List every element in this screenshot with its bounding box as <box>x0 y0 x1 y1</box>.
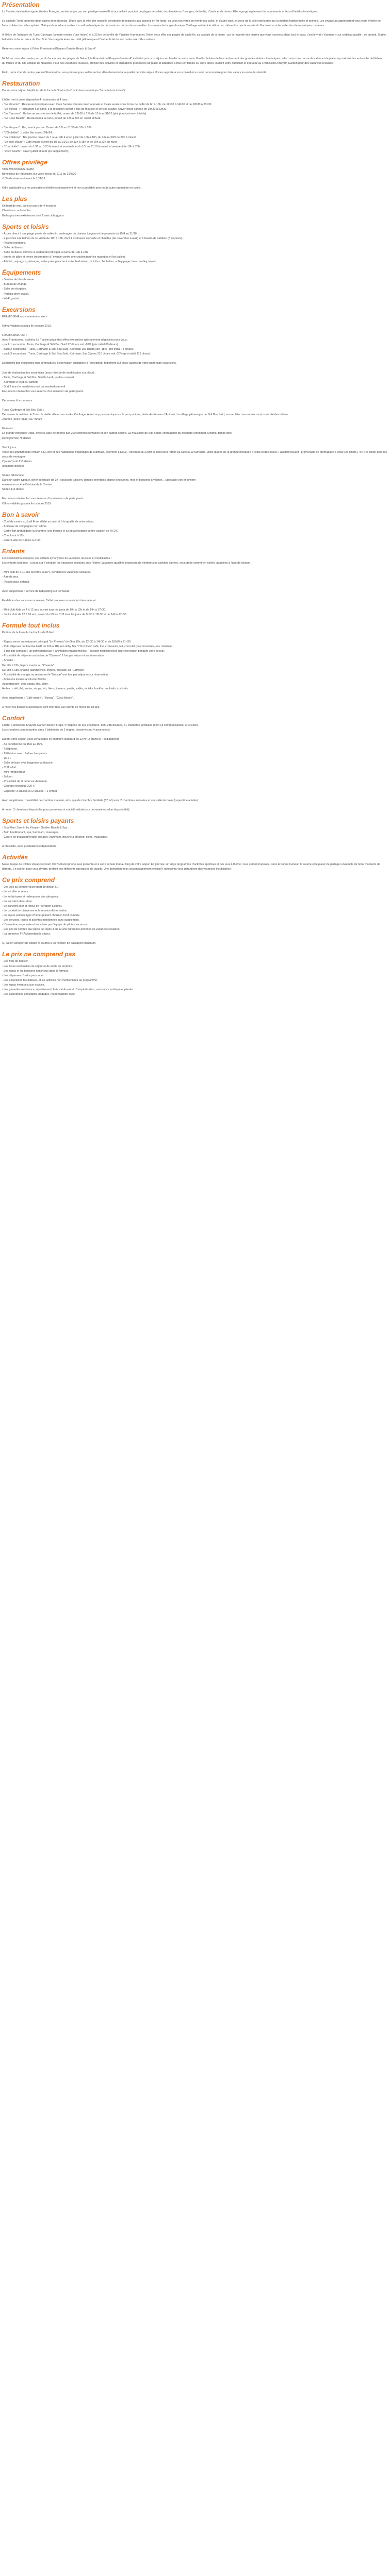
page-content <box>0 1 391 997</box>
section-title-confort: Confort <box>2 715 25 722</box>
section-title-bonasavoir: Bon à savoir <box>2 511 40 518</box>
section-paragraph-presentation: Niché au cœur d'un vaste parc jardin face à une des plages de Nabeul, le Framissima Khayam Garden 4* est idéal pour vos séjours en famille ou entre amis. Profitez le bien de l'encombrement des grandes stations touristiques, offrez-vous une pause de calme et de plaisir à proximité du centre-ville de Nabeul, du Musée et du site antique de Néapolis. Pour des vacances réussies, profitez des activités et animations proposées sur place et adaptées à tous (en famille ou entre amis), oubliez votre quotidien et épousez au Framissima Khayam Garden pour des vacances réussies ! <box>2 57 383 65</box>
section-paragraph-excursions: FRAMISSIMA Tour : Avec Framissima, explorez La Tunisie grâce des offres exclusives spécialement négociées pour vous : - pack 1 excursion : Tunis, Carthage & Sidi Bou Saïd 97 dinars soit -10% (prix initial 60 dinars). - pack 2 excursions : Tunis, Carthage & Sidi Bou Saïd, Kairouan 156 dinars soit -15% (prix initial 78 dinars). - pack 3 excursions : Tunis, Carthage & Sidi Bou Saïd, Kairouan, Sud 2 jours 210 dinars soit -20% (prix initial 119 dinars). <box>2 333 152 356</box>
section-title-excursions: Excursions <box>2 306 36 313</box>
section-paragraph-restauration: - "Le Khayam" : Bar, snack piscine. Ouvert de 1/5 au 31/10 de 10h à 18h. - "L'Orchidée" : Lobby Bar ouvert 24h/24. - "La Rotatrice" : Bar piscine ouvert du 1 /4 au 31/ 4 et en juillet de 10h à 18h, du 1/6 au 30/9 de 20h à minuit. - "Le café Maure" : Café maure ouvert du 1/5 au 31/10 de 13h à 15h et de 20h à 23h en hiver. - "L'orchidée" : ouvert du 1/11 au 31/3 le mardi et vendredi, et du 1/5 au 31/10 le mardi et vendredi de 18h à 20h. - "Coco beach" : ouvert juillet et août (en supplément). <box>2 126 141 153</box>
section-paragraph-confort: À noter : 2 chambres disponibles pour personnes à mobilité réduite (sur demande et selon disponibilité). <box>2 808 131 811</box>
section-paragraph-excursions: Jour de réalisation des excursions (sous réserve de modification sur place) : - Tunis, Carthage & Sidi Bou Saïd le lundi, jeudi ou samedi - Kairouan le jeudi ou samedi - Sud 2 jours le mardi/mercredi ou vendredi/samedi Excursions réalisables sous réserve d'un minimum de participants. <box>2 371 96 393</box>
section-paragraph-presentation: Enfin, notre chef de centre, exclusif Framissima, sera présent pour veiller au bon déroulement et à la qualité de votre séjour. Il vous apportera son conseil et un suivi personnalisé pour des vacances en toute sérénité. <box>2 71 267 74</box>
section-paragraph-excursions: Kairouan : La grande mosquée Okba, avec sa salle de prières aux 200 colonnes romaines et son cadran solaire. La mausolée de Sidi Sahbi, compagnon du prophète Mohamed, Médina, temps libre. Demi journée 76 dinars <box>2 427 233 440</box>
section-paragraph-activites: Notre équipe de Pilotes Vacances Fram 100 % francophone sera présente et à votre écoute tout au long de votre séjour. En journée, un large programme d'activités sportives et des jeux à thème, vous seront proposés. Dans la bonne humeur, la sourire et le plaisir de partager ensemble de bons moments de détente. En soirée, pour vous divertir, profitez des différents spectacles de qualité. Une animation et un accompagnement exclusif Framissima vous garantiront des vacances inoubliables ! <box>2 863 380 871</box>
section-paragraph-enfants: - Mini-club Kids de 4 à 12 ans, ouvert tous les jours de 10h à 12h et de 14h à 17h30. - Junior club de 12 à 16 ans, ouvert du 1/7 au 31/8 tous les jours de 9h30 à 12h30 et de 14h à 17h30. <box>2 608 127 616</box>
section-title-offres: Offres privilège <box>2 158 47 166</box>
section-title-prixnecomprend: Le prix ne comprend pas <box>2 951 76 958</box>
section-paragraph-equipements: - Service de blanchisserie. - Bureau de change. - Salle de réception. - Parking privé gratuit. - Wi-Fi gratuit. <box>2 278 35 300</box>
section-paragraph-offres: Offre applicable sur les prestations hôtelières uniquement et non cumulable avec toute autre promotion en cours. <box>2 187 141 190</box>
section-paragraph-lesplus: En bord de mer, dans un parc de 4 hectares Chambres confortables Belles piscines extérieures dont 1 avec toboggans <box>2 205 64 217</box>
section-title-prixcomprend: Ce prix comprend <box>2 876 55 884</box>
section-paragraph-confort: Durant votre séjour, vous serez logés en chambre standard de 23 m², 2 grand lit + lit d'appoint). - Air conditionné du 15/6 au 15/9. - Téléphone. - Télévision avec chaînes françaises. - Wi-Fi. - Salle de bain avec baignoire ou douche. - Coffre-fort. - Mini-réfrigérateur. - Balcon. - Possibilité de lit bébé sur demande. - Courant électrique 220 V. - Capacité: 3 adultes ou 2 adultes + 1 enfant. <box>2 738 120 793</box>
section-paragraph-formule: Avec supplément : "Café maure", "Bonsaï", "Coco Beach". <box>2 697 74 700</box>
section-paragraph-excursions: Découvrez & excursions <box>2 399 32 402</box>
section-paragraph-presentation: Réservez votre séjour à l'hôtel Framissima Khayam Garden Beach & Spa 4*. <box>2 47 97 51</box>
section-title-equipements: Équipements <box>2 269 41 277</box>
section-paragraph-enfants: Avec supplément : service de babysitting sur demande. <box>2 589 71 593</box>
section-paragraph-prixnecomprend: - Les frais de dossier. - Les taxes éventuelles de séjour et de sortie de territoire. - Les repas et les boissons non inclus dans la formule. - Les dépenses d'ordre personnel. - Les excursions facultatives, et les activités non mentionnées au programme. - Les repas éventuels aux escales. - Les garanties assistance, rapatriement, frais médicaux et d'hospitalisation, assistance juridique et pénale. - Les assurances annulation, bagages, responsabilité civile. <box>2 960 134 996</box>
section-paragraph-offres: VOS AVANTAGES FRAM Bénéficiez de réductions sur votre séjour du 1/11 au 31/3/20 : -15% de réservant avant le 1/11/19 <box>2 167 78 181</box>
section-paragraph-excursions: Descriptifs des excursions non-contractuels. Réservation obligatoire à l'inscription, réglement sur place auprès de votre partenaire excursions. <box>2 362 177 365</box>
section-paragraph-excursions: Sud 2 jours : Visite de l'amphithéâtre romain à El Jem et des habitations troglodytes de Matmata, logement à Douz. Traversée du Chott el Jerid pour retour via Sufetla, à Kairouan : visite guidée de la grande mosquée d'Okba et des souks. Facultatif payant : promenade en dromadaire à Douz (25 dinars), 4x4 (45 dinar) pour les oasis de montagne. 2 jours/1 nuit 215 dinars (chambre double) <box>2 446 387 468</box>
section-paragraph-excursions: FRAMISSIMA vous emmène « loin » <box>2 315 47 318</box>
section-title-sports: Sports et loisirs <box>2 223 49 230</box>
section-title-activites: Activités <box>2 854 28 861</box>
section-paragraph-enfants: Les Framissima sont pour vos enfants synonymes de vacances réussies et inoubliables ! Les enfants sont rois : à jours sur 7 pendant les vacances scolaires, nos Pilotes (vacances qualifiés proposent de nombreuses activités variées, en journée comme en soirée, adaptées à l'âge de chacun. <box>2 557 251 565</box>
section-title-presentation: Présentation <box>2 1 40 8</box>
section-paragraph-bonasavoir: - Chef de centre exclusif Fram dédié au suivi et à la qualité de votre séjour. - Animaux de compagnie non admis. - Coffre-fort gratuit dans la chambre, une trousse le lui et la réception contre caution de 70 DT. - Check out à 12h. - Centre-ville de Nabeul à 2 km. <box>2 520 118 543</box>
section-paragraph-enfants: En dehors des vacances scolaires, l'hôtel propose un mini-club international : <box>2 599 97 602</box>
section-title-restauration: Restauration <box>2 79 40 87</box>
section-paragraph-restauration: Durant votre séjour, bénéficiez de la formule "tout inclus" (voir dans la rubrique "formule tout inclus"). <box>2 89 126 92</box>
section-paragraph-formule: - Repas servis au restaurant principal "Le Phoenix" de 6h à 10h, de 12h30 à 14h30 et de 18h30 à 21h30. - Petit déjeuner continental tardif de 10h à 11h au Lobby Bar "L'Orchidée" café, thé, croissants, lait, chocolat (ou concentrés, eau minérale). - 1 fois par semaine : un buffet barbecue + animations traditionnelles + boisson traditionnelles (sur réservation pendant votre séjour). - Possibilité de déjeuner au barbecue "Carosse" 1 fois par séjour et sur réservation. - Snacks : De 12h à 15h, légers snacks au "Phoenix". De 15h à 18h, snacks (sandwiches, crêpes, friscuits) au "Carrosse" - Possibilité de manger au restaurant le "Bonsaï" une fois par séjour et sur réservation. - Boissons locales à volonté 24h/24 : Au restaurant : eau, sodas, thé, bière. Au bar : café, thé, sodas, sirops, vin, bière, liqueurs, pastis, vodka, whisky, boukha, cocktails, cocktails <box>2 640 173 690</box>
section-title-lesplus: Les plus <box>2 195 27 203</box>
section-title-enfants: Enfants <box>2 548 25 555</box>
section-title-formule: Formule tout inclus <box>2 621 60 629</box>
section-paragraph-formule: A noter: les boissons alcoolisées sont interdites aux clients de moins de 18 ans. <box>2 706 100 709</box>
section-paragraph-sportsloisirs: - Spa Fleur Jasmin by Khayam Garden Beach & Spa : - Bain bouillonnant, spa, hammam, massages. - Centre de thalassothérapie (soupes, hammam, douche à affusion, soins, massages) <box>2 826 108 839</box>
section-paragraph-excursions: Offres valables jusqu'à fin octobre 2019. <box>2 324 52 328</box>
section-paragraph-presentation: La capitale Tunis présente deux cadres bien distincts. D'une part, la ville dite nouvelle constituée de maisons aux balcons en fer forgé, ou vous trouverez de nombreux cafés, et d'autre part, le coeur de la ville représenté par la médina traditionnelle et animée. Les voyageurs apprécieront vous vous éveiller de l'atmosphère de cette capitale d'Afrique du nord aux ruelles. La soif authentique de découvrir au détour de ses ruelles. Les ruines de la symphonique Carthage méritent le détour, au même titre que le musée du Bardo et sa riche collection de mosaïques romaines. <box>2 20 381 28</box>
section-title-sportsloisirs: Sports et loisirs payants <box>2 817 74 824</box>
section-paragraph-prixcomprend: (1) Selon aéroport de départ et soumis à un nombre de passagers minimum. <box>2 942 96 945</box>
section-paragraph-excursions: Soirée fabriscope : Dans un cadre typique, dîner spectacle de 3h : couscous tunisien, danses orientales, danse bédouines, rites et boissons à volonté... Spectacle son et lumière evoluant en scène l'histoire de la Tunisie. Soirée 114 dinars <box>2 474 196 492</box>
section-paragraph-sportsloisirs: A proximité, avec prestataires indépendants : <box>2 845 58 849</box>
section-paragraph-sports: - Accès direct à une plage privée de sable fin, aménagée de chaises longues et de parasols du 15/4 au 31/10. - 2 piscines à la balnéo de sa vieille de 10h à 18h, dont 1 extérieure couverte et chauffée (de novembre à avril) et 1 bassin de natation (3 piscines)... - Piscine intérieure. - Salle de fitness. - Salle de danse dérrière le restaurant principal, ouverte de 12h à 18h. - tennis de table et tennis (réservation à l'avance contre une caution pour les raquettes et les balles). - Aérobic, aquagym, pétanque, water-polo, planche à voile, badminton, tir à l'arc, fléchettes, volley-plage, beach-volley, kayak. <box>2 232 185 264</box>
section-paragraph-confort: Avec supplément : possibilité de chambre vue mer, ainsi que de chambre familiale (32 m²) avec 2 chambres séparées et une salle de bains (capacité 4 adultes). <box>2 799 199 802</box>
section-paragraph-excursions: Excursions réalisables sous réserve d'un minimum de participants. Offres valables jusqu'à fin octobre 2019. <box>2 497 84 505</box>
section-paragraph-restauration: L'hôtel met à votre disposition 4 restaurants et 4 bars : - "Le Phoenix" : Restaurant principal ouvert toute l'année. Cuisine internationale et locale servie sous forme de buffet de 6h à 10h, de 12h30 à 14h30 et de 18h30 à 21h30. - "Le Bonsai" : Restaurant à la carte, à la réception ouvert 5 fois de mousse et service à table. Ouvert toute l'année de 19h30 à 22h30. - "Le Carrosse" : Barbecue sous forme de buffet, ouvert de 12h30 à 15h de 15 h au 31/10 (plat principal servi à table). - "Le Coco Beach" : Restaurant à la carte, ouvert de 12h à 20h en Juillet et Août. <box>2 98 212 121</box>
section-paragraph-enfants: - Mini-club de 4-11 ans ouvert 6 jours/7, pendant les vacances scolaires. - Aire de jeux. - Piscine pour enfants. <box>2 571 91 584</box>
section-paragraph-formule: Profitez de la formule tout inclus de l'hôtel : <box>2 631 55 634</box>
section-paragraph-prixcomprend: - Les vols au compter d'aéroport de départ (1). - Le vol aller et retour. - Le forfait taxes et redevances des aéroports. - Le transfert aller-retour. - Le transfert aller et retour de l'aéroport à l'hôtel. - Le cocktail de bienvenue et la réunion d'information. - Le séjour selon le type d'hébergement choisi en fond compris. - Les services, loisirs et activités mentionnés sans supplément. - L'animation en journée et en soirée par l'équipe de pilotes vacances. - Les prix de l'entrée aux parcs de repos 4 en 12 ans durant les périodes de vacances scolaires. - La présence FRAM pendant le séjour. <box>2 886 121 936</box>
section-paragraph-presentation: A 80 km de l'aéroport de Tunis-Carthage (compter moins d'une heure) et à 23 km de la ville de Yasmine Hammamet, l'hôtel vous offre ses plages de sable fin, sa capitale de la pierre ; sur la majorité des pierres que vous trouverez dans tout le pays, c'est le vrai « Yasmine » sur certificat qualité - de produit. Station balnéaire riche au cœur du Cap Bon. Vous apprécierez son côté pittoresque et l'authenticité de son cadre aux mille couleurs. <box>2 33 387 42</box>
section-paragraph-excursions: Tunis, Carthage et Sidi Bou Saïd : Découvrez la médina de Tunis, la vieille ville et ses souks. Carthage, Acroh sup panoramique sur le port punique, visite des termes d'Antonin. Le village pittoresque de Sidi Bou Saïd, son architecture andalouse et son café des délices. Journée (avec repas) 107 dinars <box>2 409 289 421</box>
section-paragraph-presentation: La Tunisie, destination appréciée des Français, se démarque par son prestige ensoleillé et accueillant ponctué de plages de sable, de plantations d'oranges, de forêts, d'oasis et de dunes. Elle regorge également de monuments et lieux d'intérêts touristiques. <box>2 10 319 13</box>
section-paragraph-confort: L'hôtel Framissima Khayam Garden Beach & Spa 4* dispose de 361 chambres, dont 288 doubles, 51 chambres familiales (dont 13 communicantes) et 3 suites. Les chambres sont réparties dans 3 bâtiments de 2 étages, desservis par 4 ascenseurs. <box>2 724 199 732</box>
